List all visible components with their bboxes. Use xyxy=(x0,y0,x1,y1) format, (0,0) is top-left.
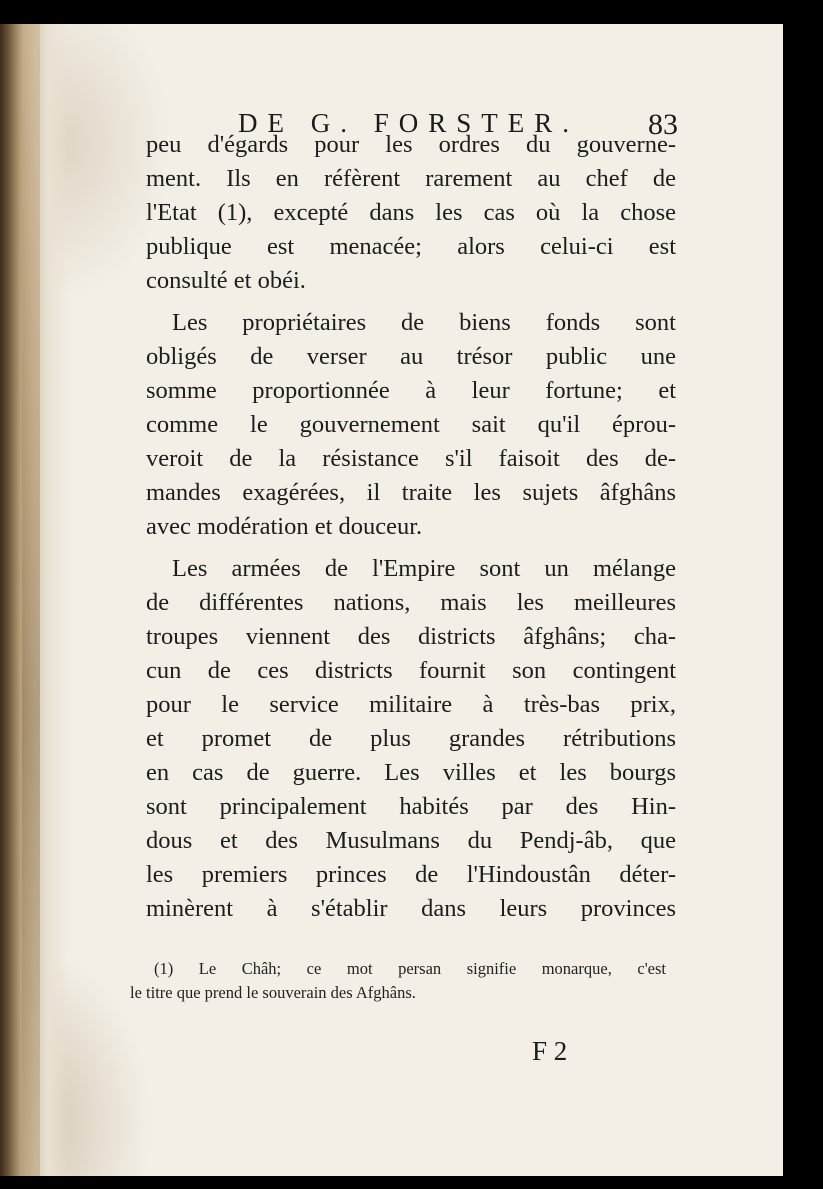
text-line: Les propriétaires de biens fonds sont xyxy=(172,309,676,336)
text-line: comme le gouvernement sait qu'il éprou- xyxy=(146,411,676,438)
text-line: cun de ces districts fournit son contingent xyxy=(146,657,676,684)
text-line: et promet de plus grandes rétributions xyxy=(146,725,676,752)
text-line: les premiers princes de l'Hindoustân déter- xyxy=(146,861,676,888)
signature-mark: F 2 xyxy=(532,1036,568,1066)
gutter-stain xyxy=(22,24,40,1176)
footnote-line: le titre que prend le souverain des Afghâns. xyxy=(130,983,416,1002)
book-page xyxy=(0,24,783,1176)
text-line: veroit de la résistance s'il faisoit des de- xyxy=(146,445,676,472)
text-line: publique est menacée; alors celui-ci est xyxy=(146,233,676,260)
text-line: en cas de guerre. Les villes et les bourgs xyxy=(146,759,676,786)
page-number: 83 xyxy=(648,108,678,141)
text-line: l'Etat (1), excepté dans les cas où la chose xyxy=(146,199,676,226)
text-line: minèrent à s'établir dans leurs provinces xyxy=(146,895,676,922)
text-line: mandes exagérées, il traite les sujets âfghâns xyxy=(146,479,676,506)
text-line: avec modération et douceur. xyxy=(146,513,423,540)
text-line: sont principalement habités par des Hin- xyxy=(146,793,676,820)
text-line: somme proportionnée à leur fortune; et xyxy=(146,377,676,404)
running-title: DE G. FORSTER. xyxy=(238,108,580,138)
text-line: ment. Ils en réfèrent rarement au chef de xyxy=(146,165,676,192)
text-line: pour le service militaire à très-bas prix, xyxy=(146,691,676,718)
text-line: dous et des Musulmans du Pendj-âb, que xyxy=(146,827,676,854)
text-line: consulté et obéi. xyxy=(146,267,306,294)
text-line: troupes viennent des districts âfghâns; cha- xyxy=(146,623,676,650)
text-line: de différentes nations, mais les meilleures xyxy=(146,589,676,616)
text-line: Les armées de l'Empire sont un mélange xyxy=(172,555,676,582)
text-line: obligés de verser au trésor public une xyxy=(146,343,676,370)
text-line: peu d'égards pour les ordres du gouverne- xyxy=(146,131,676,158)
footnote-line: (1) Le Châh; ce mot persan signifie monarque, c'est xyxy=(154,959,666,978)
